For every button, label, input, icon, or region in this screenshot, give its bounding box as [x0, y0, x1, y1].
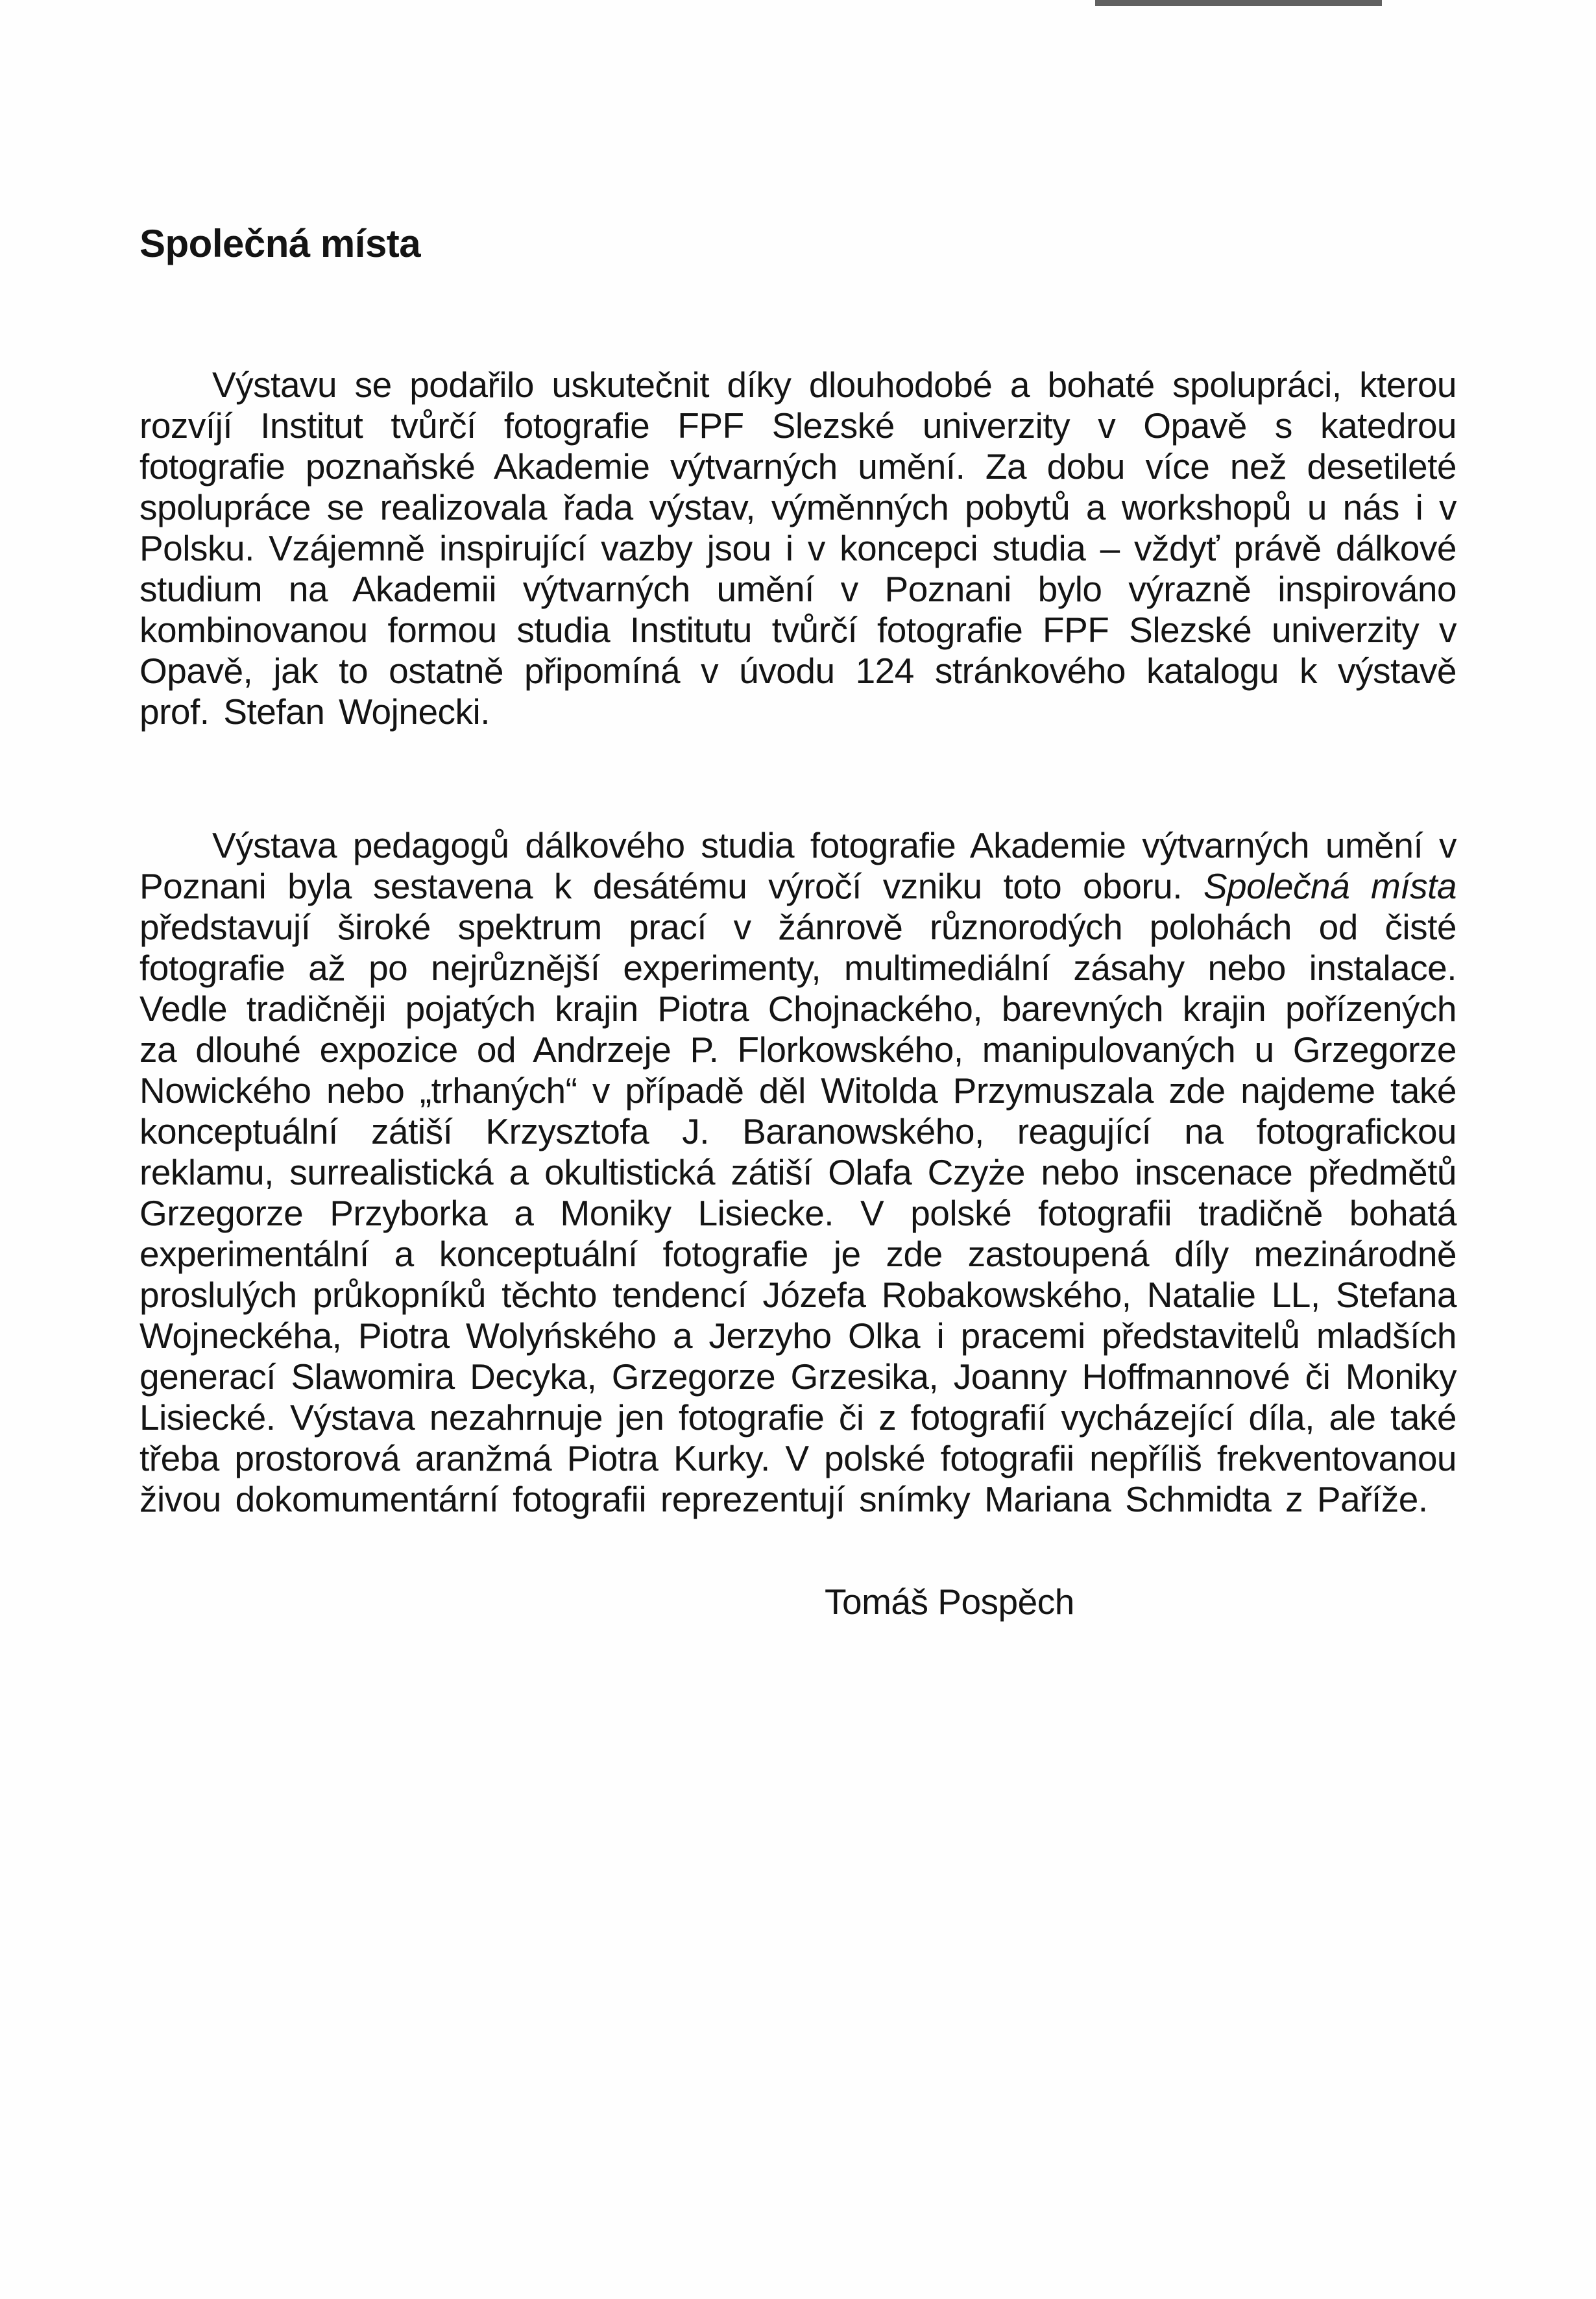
paragraph-2-text-after: představují široké spektrum prací v žánrově různorodých polohách od čisté fotografie až po nejrůznější experimenty, multimediální zásahy nebo instalace. Vedle tradičněji pojatých krajin Piotra Chojnackého, barevných krajin pořízených za dlouhé expozice od Andrzeje P. Florkowského, manipulovaných u Grzegorze Nowického nebo „trhaných“ v případě děl Witolda Przymuszala zde najdeme také konceptuální zátiší Krzysztofa J. Baranowského, reagující na fotografickou reklamu, surrealistická a okultistická zátiší Olafa Czyże nebo inscenace předmětů Grzegorze Przyborka a Moniky Lisiecke. V polské fotografii tradičně bohatá experimentální a konceptuální fotografie je zde zastoupená díly mezinárodně proslulých průkopníků těchto tendencí Józefa Robakowského, Natalie LL, Stefana Wojneckéha, Piotra Wolyńského a Jerzyho Olka i pracemi představitelů mladších generací Slawomira Decyka, Grzegorze Grzesika, Joanny Hoffmannové či Moniky Lisiecké. Výstava nezahrnuje jen fotografie či z fotografií vycházející díla, ale také třeba prostorová aranžmá Piotra Kurky. V polské fotografii nepříliš frekventovanou živou dokomumentární fotografii reprezentují snímky Mariana Schmidta z Paříže.	[139, 907, 1457, 1519]
paragraph-2	[139, 825, 1457, 1520]
document-title: Společná místa	[139, 222, 421, 265]
paragraph-1: Výstavu se podařilo uskutečnit díky dlouhodobé a bohaté spolupráci, kterou rozvíjí Institut tvůrčí fotografie FPF Slezské univerzity v Opavě s katedrou fotografie poznaňské Akademie výtvarných umění. Za dobu více než desetileté spolupráce se realizovala řada výstav, výměnných pobytů a workshopů u nás i v Polsku. Vzájemně inspirující vazby jsou i v koncepci studia – vždyť právě dálkové studium na Akademii výtvarných umění v Poznani bylo výrazně inspirováno kombinovanou formou studia Institutu tvůrčí fotografie FPF Slezské univerzity v Opavě, jak to ostatně připomíná v úvodu 124 stránkového katalogu k výstavě prof. Stefan Wojnecki.	[139, 365, 1457, 732]
paragraph-2-text-before: Výstava pedagogů dálkového studia fotografie Akademie výtvarných umění v Poznani byla sestavena k desátému výročí vzniku toto oboru.	[139, 825, 1457, 906]
signature-author-name: Tomáš Pospěch	[825, 1582, 1074, 1622]
exhibition-title-italic: Společná místa	[1203, 866, 1457, 906]
scan-artifact-bar	[1095, 0, 1382, 6]
